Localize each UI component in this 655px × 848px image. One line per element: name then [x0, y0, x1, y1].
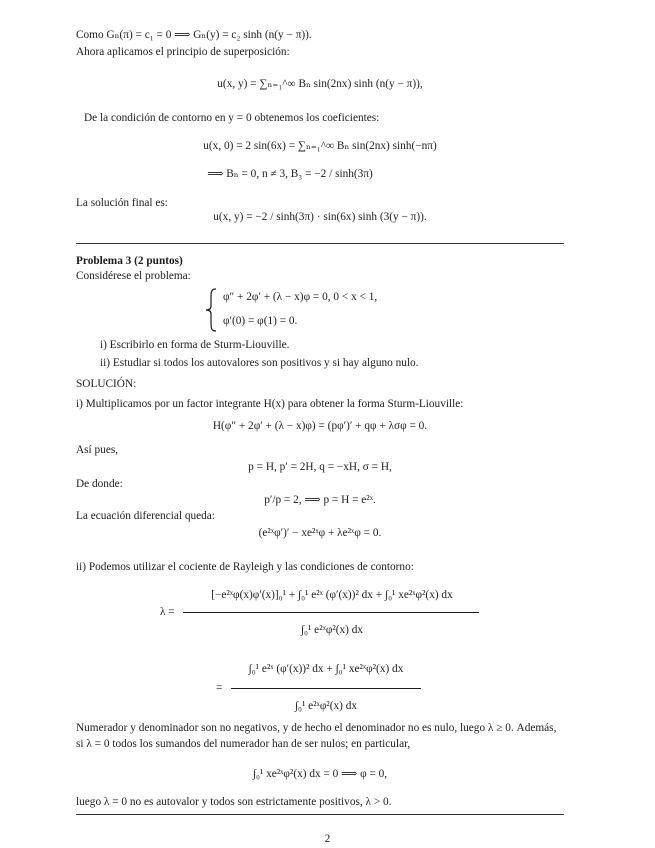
equation-sturm-liouville: (e²ˣφ′)′ − xe²ˣφ + λe²ˣφ = 0. [258, 527, 382, 539]
text-line: Como Gₙ(π) = c₁ = 0 ⟹ Gₙ(y) = c₂ sinh (n(y − π)). [76, 29, 312, 41]
text-line: luego λ = 0 no es autovalor y todos son estrictamente positivos, λ > 0. [76, 796, 392, 808]
rayleigh-numerator-2: ∫₀¹ e²ˣ (φ′(x))² dx + ∫₀¹ xe²ˣφ²(x) dx [248, 663, 404, 675]
horizontal-rule [76, 814, 564, 815]
text-line: La ecuación diferencial queda: [76, 510, 215, 522]
equals-sign: = [216, 682, 223, 694]
rayleigh-denominator: ∫₀¹ e²ˣφ²(x) dx [300, 624, 364, 636]
problem-title: Problema 3 (2 puntos) [76, 255, 183, 267]
equation-coefficients-2: ⟹ Bₙ = 0, n ≠ 3, B₃ = −2 / sinh(3π) [207, 168, 373, 180]
text-line: Considérese el problema: [76, 270, 191, 282]
equation-coefficients-1: u(x, 0) = 2 sin(6x) = ∑ₙ₌₁^∞ Bₙ sin(2nx) sinh(−nπ) [203, 140, 437, 152]
fraction-bar [231, 688, 421, 689]
text-line: i) Multiplicamos por un factor integrante H(x) para obtener la forma Sturm-Liouville: [76, 398, 464, 410]
page-number: 2 [324, 833, 331, 845]
brace-icon [205, 288, 217, 332]
system-equation-2: φ′(0) = φ(1) = 0. [223, 315, 298, 327]
task-item: i) Escribirlo en forma de Sturm-Liouville. [100, 339, 290, 351]
text-line: De la condición de contorno en y = 0 obtenemos los coeficientes: [84, 112, 380, 124]
equation-system [205, 288, 425, 334]
task-item: ii) Estudiar si todos los autovalores son positivos y si hay alguno nulo. [100, 357, 419, 369]
text-line: Ahora aplicamos el principio de superposición: [76, 46, 290, 58]
text-line: La solución final es: [76, 197, 168, 209]
rayleigh-numerator-1: [−e²ˣφ(x)φ′(x)]₀¹ + ∫₀¹ e²ˣ (φ′(x))² dx + ∫₀¹ xe²ˣφ²(x) dx [211, 589, 453, 601]
text-line: si λ = 0 todos los sumandos del numerador han de ser nulos; en particular, [76, 738, 411, 750]
equation-zero-integral: ∫₀¹ xe²ˣφ²(x) dx = 0 ⟹ φ = 0, [252, 768, 388, 780]
text-line: Numerador y denominador son no negativos, y de hecho el denominador no es nulo, luego λ ≥ 0. Además, [76, 722, 557, 734]
horizontal-rule [76, 243, 564, 244]
text-line: Así pues, [76, 444, 119, 456]
equation-p: p′/p = 2, ⟹ p = H = e²ˣ. [264, 494, 376, 506]
equation-superposition: u(x, y) = ∑ₙ₌₁^∞ Bₙ sin(2nx) sinh (n(y − π)), [217, 78, 423, 90]
text-line: De donde: [76, 478, 123, 490]
text-line: ii) Podemos utilizar el cociente de Rayleigh y las condiciones de contorno: [76, 561, 414, 573]
equation-coefficients: p = H, p′ = 2H, q = −xH, σ = H, [248, 461, 392, 473]
equation-integrating-factor: H(φ″ + 2φ′ + (λ − x)φ) = (pφ′)′ + qφ + λσφ = 0. [212, 420, 428, 432]
fraction-bar [183, 612, 479, 613]
solution-heading: SOLUCIÓN: [76, 378, 137, 390]
system-equation-1: φ″ + 2φ′ + (λ − x)φ = 0, 0 < x < 1, [223, 291, 378, 303]
rayleigh-denominator: ∫₀¹ e²ˣφ²(x) dx [294, 700, 358, 712]
equation-final-solution: u(x, y) = −2 / sinh(3π) · sin(6x) sinh (3(y − π)). [213, 211, 427, 223]
rayleigh-lhs: λ = [160, 606, 175, 618]
